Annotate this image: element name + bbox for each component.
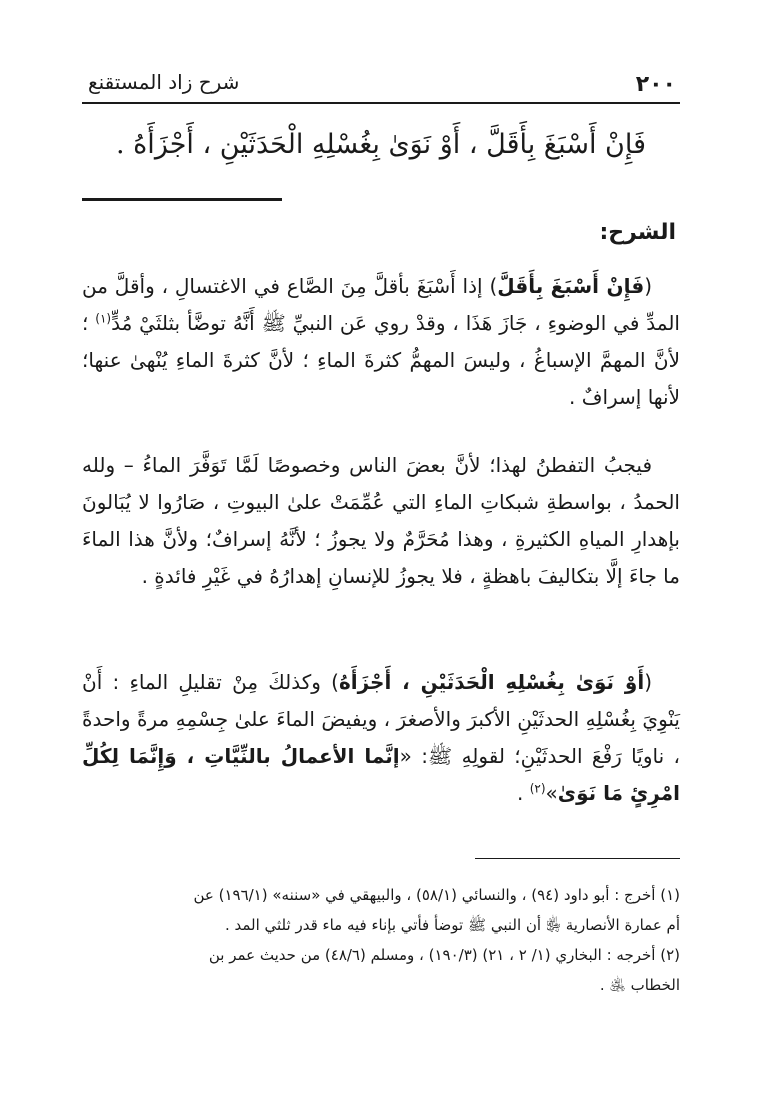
footnote-divider <box>475 858 680 859</box>
sharh-paragraph-2 <box>82 447 680 595</box>
quote-open: ( <box>644 274 652 298</box>
paragraph-end: . <box>516 781 530 805</box>
paragraph-text: إذا أَسْبَغَ بأقلَّ مِنَ الصَّاع في الاغتسالِ ، وأقلَّ من المدِّ في الوضوءِ ، جَازَ هَذَا ، وقدْ روي عَن النبيِّ ﷺ أَنَّهُ توضَّأ بثلثَيْ مُدٍّ <box>82 274 680 335</box>
hadith-text: إنَّما الأعمالُ بالنِّيَّاتِ ، وَإِنَّمَا لِكُلِّ امْرِئٍ مَا نَوَىٰ <box>82 744 680 805</box>
quote-close: ) <box>489 274 498 298</box>
quote-mark: » <box>545 781 558 805</box>
section-divider <box>82 198 282 201</box>
paragraph-text: وكذلكَ مِنْ تقليلِ الماءِ : أَنْ يَنْوِيَ بِغُسْلِهِ الحدثَيْنِ الأكبرَ والأصغرَ ، ويفيضَ الماءَ علىٰ جِسْمِهِ مرةً واحدةً ، ناويًا رَفْعَ الحدثَيْنِ؛ لقولِهِ ﷺ: « <box>82 670 680 768</box>
footnote-2-line-1: (٢) أخرجه : البخاري (١/ ٢ ، ٢١) (١٩٠/٣) ، ومسلم (٤٨/٦) من حديث عمر بن <box>208 946 680 964</box>
sharh-paragraph-1 <box>82 268 680 416</box>
page-header <box>82 66 680 104</box>
footnotes <box>82 880 680 1000</box>
matn-text: فَإِنْ أَسْبَغَ بِأَقَلَّ ، أَوْ نَوَىٰ بِغُسْلِهِ الْحَدَثَيْنِ ، أَجْزَأَهُ . <box>116 129 646 160</box>
footnote-2-line-2: الخطاب ﵁ . <box>599 976 680 994</box>
sharh-paragraph-3 <box>82 664 680 812</box>
matn-quote: فَإِنْ أَسْبَغَ بِأَقَلَّ <box>497 274 645 298</box>
book-title: شرح زاد المستقنع <box>88 70 240 94</box>
quote-open: ( <box>644 670 653 694</box>
quote-close: ) <box>331 670 339 694</box>
footnote-marker[interactable]: (٢) <box>529 781 546 796</box>
page-number: ٢٠٠ <box>635 72 676 97</box>
footnote-1-line-2: أم عمارة الأنصارية ﵂ أن النبي ﷺ توضأ فأتي بإناء فيه ماء قدر ثلثي المد . <box>224 916 680 934</box>
paragraph-text: فيجبُ التفطنُ لهذا؛ لأنَّ بعضَ الناس وخصوصًا لَمَّا تَوَفَّرَ الماءُ – ولله الحمدُ ، بواسطةِ شبكاتِ الماءِ التي عُمِّمَتْ علىٰ البيوتِ ، صَارُوا لا يُبَالونَ بإهدارِ المياهِ الكثيرةِ ، وهذا مُحَرَّمٌ ولا يجوزُ ؛ لأنَّهُ إسرافٌ؛ ولأنَّ هذا الماءَ ما جاءَ إلَّا بتكاليفَ باهظةٍ ، فلا يجوزُ للإنسانِ إهدارُهُ في غَيْرِ فائدةٍ . <box>82 453 680 588</box>
sharh-heading: الشرح: <box>599 220 676 245</box>
footnote-marker[interactable]: (١) <box>95 311 112 326</box>
paragraph-text: ؛ لأنَّ المهمَّ الإسباغُ ، وليسَ المهمُّ كثرةَ الماءِ ؛ لأنَّ كثرةَ الماءِ يُنْهىٰ عنها؛ لأنها إسرافٌ . <box>82 311 680 409</box>
footnote-1-line-1: (١) أخرج : أبو داود (٩٤) ، والنسائي (٥٨/١) ، والبيهقي في «سننه» (١٩٦/١) عن <box>193 886 680 904</box>
matn-quote: أَوْ نَوَىٰ بِغُسْلِهِ الْحَدَثَيْنِ ، أَجْزَأَهُ <box>338 670 645 694</box>
